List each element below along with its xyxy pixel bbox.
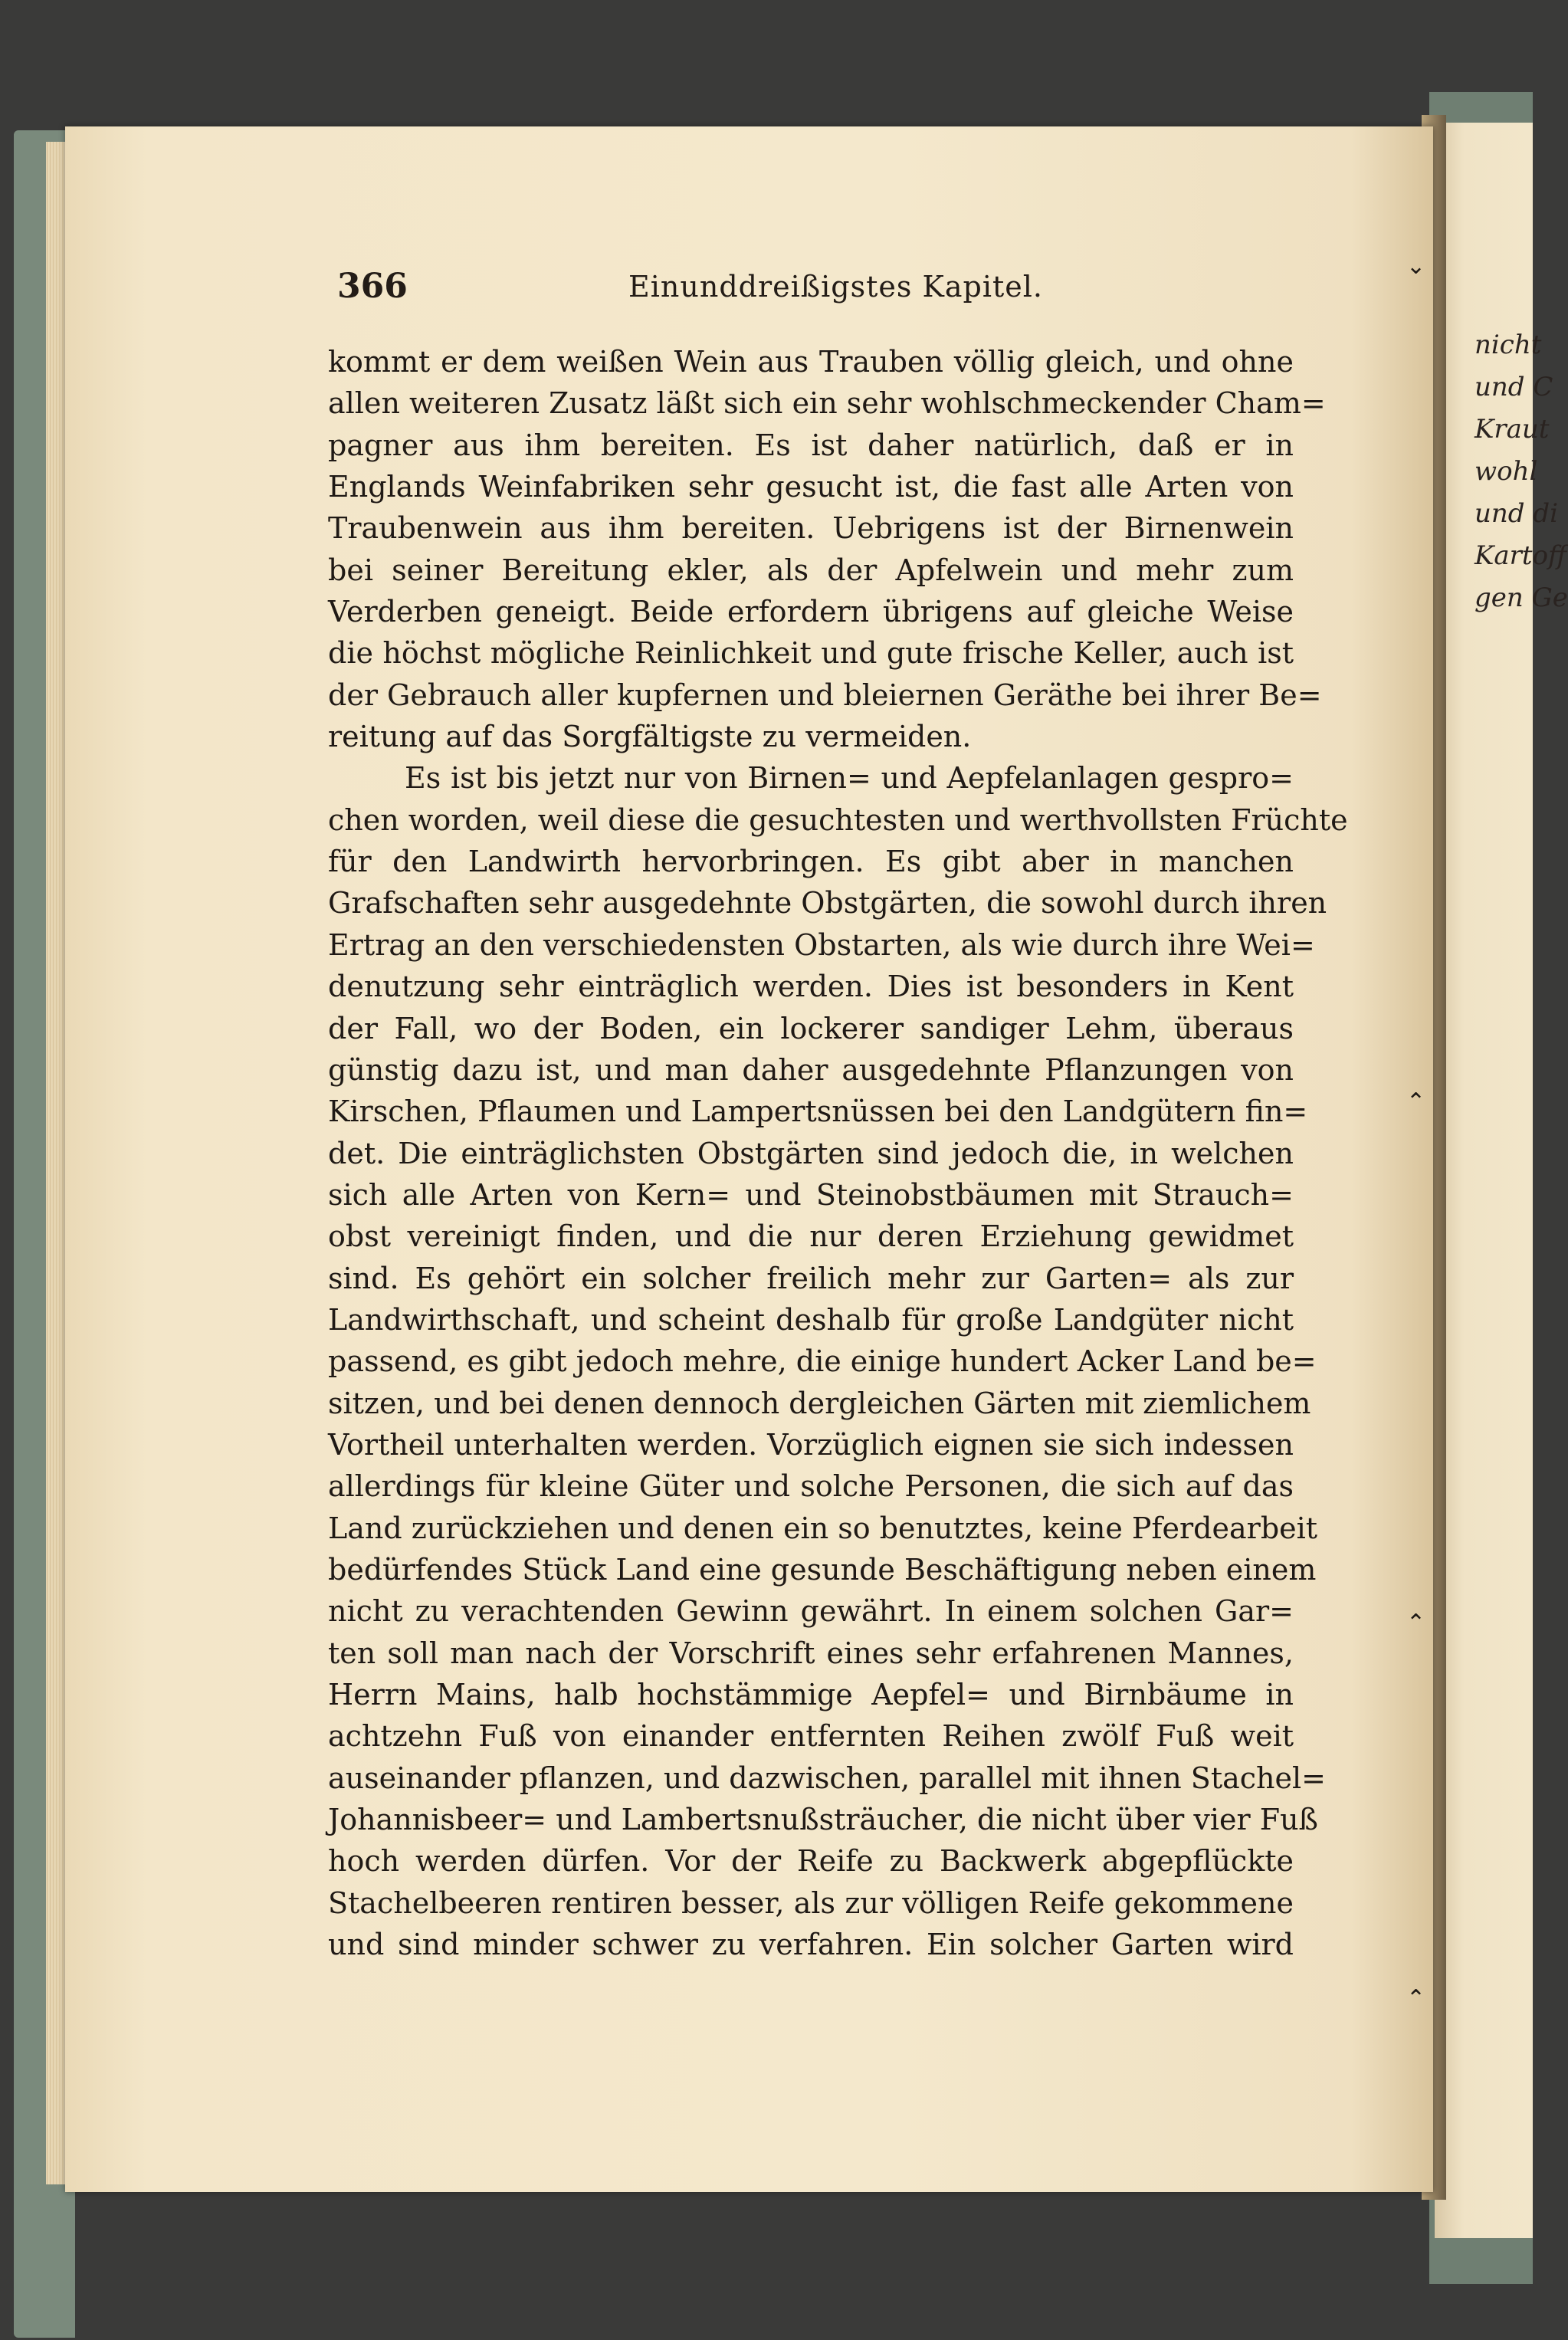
body-text (328, 341, 1348, 1965)
text-line: Landwirthschaft, und scheint deshalb für große Landgüter nicht (328, 1302, 1294, 1337)
facing-page-fragment: und di (1475, 498, 1559, 529)
text-line: denutzung sehr einträglich werden. Dies ist besonders in Kent (328, 970, 1294, 1004)
facing-page-fragment: gen Ge (1475, 583, 1568, 613)
text-line: für den Landwirth hervorbringen. Es gibt aber in manchen (328, 845, 1294, 879)
text-line: Grafschaften sehr ausgedehnte Obstgärten, die sowohl durch ihren (328, 886, 1327, 921)
text-line: pagner aus ihm bereiten. Es ist daher natürlich, daß er in (328, 428, 1294, 462)
facing-page-fragment: Kartoff (1475, 540, 1567, 571)
text-line: Es ist bis jetzt nur von Birnen= und Aepfelanlagen gespro= (405, 761, 1294, 796)
text-line: obst vereinigt finden, und die nur deren Erziehung gewidmet (328, 1219, 1294, 1254)
facing-page-fragment: nicht (1475, 330, 1542, 360)
text-line: det. Die einträglichsten Obstgärten sind jedoch die, in welchen (328, 1136, 1294, 1170)
margin-mark: ⌃ (1406, 1088, 1426, 1115)
text-line: und sind minder schwer zu verfahren. Ein solcher Garten wird (328, 1928, 1294, 1962)
text-line: sind. Es gehört ein solcher freilich mehr zur Garten= als zur (328, 1261, 1294, 1295)
facing-page-fragment: wohl (1475, 456, 1538, 487)
facing-page-fragment: und C (1475, 372, 1553, 402)
text-line: sich alle Arten von Kern= und Steinobstbäumen mit Strauch= (328, 1177, 1294, 1212)
text-line: chen worden, weil diese die gesuchtesten und werthvollsten Früchte (328, 802, 1348, 837)
text-line: der Gebrauch aller kupfernen und bleiernen Geräthe bei ihrer Be= (328, 678, 1322, 712)
margin-mark: ⌄ (1406, 253, 1426, 280)
text-line: bei seiner Bereitung ekler, als der Apfelwein und mehr zum (328, 553, 1294, 587)
text-line: nicht zu verachtenden Gewinn gewährt. In einem solchen Gar= (328, 1594, 1294, 1629)
running-head: Einunddreißigstes Kapitel. (628, 270, 1043, 304)
text-line: Herrn Mains, halb hochstämmige Aepfel= und Birnbäume in (328, 1678, 1294, 1712)
text-line: allen weiteren Zusatz läßt sich ein sehr wohlschmeckender Cham= (328, 386, 1326, 421)
text-line: Traubenwein aus ihm bereiten. Uebrigens ist der Birnenwein (328, 511, 1294, 546)
text-line: ten soll man nach der Vorschrift eines sehr erfahrenen Mannes, (328, 1636, 1294, 1670)
text-line: die höchst mögliche Reinlichkeit und gute frische Keller, auch ist (328, 636, 1294, 671)
margin-mark: ⌃ (1406, 1985, 1426, 2012)
text-line: der Fall, wo der Boden, ein lockerer sandiger Lehm, überaus (328, 1011, 1294, 1045)
text-line: kommt er dem weißen Wein aus Trauben völlig gleich, und ohne (328, 345, 1294, 379)
text-line: günstig dazu ist, und man daher ausgedehnte Pflanzungen von (328, 1052, 1294, 1087)
text-line: bedürfendes Stück Land eine gesunde Beschäftigung neben einem (328, 1552, 1317, 1587)
margin-mark: ⌃ (1406, 1610, 1426, 1636)
page-header (337, 267, 1303, 313)
text-line: passend, es gibt jedoch mehre, die einige hundert Acker Land be= (328, 1344, 1317, 1379)
text-line: Verderben geneigt. Beide erfordern übrigens auf gleiche Weise (328, 595, 1294, 629)
text-line: sitzen, und bei denen dennoch dergleichen Gärten mit ziemlichem (328, 1386, 1311, 1420)
text-line: Johannisbeer= und Lambertsnußsträucher, die nicht über vier Fuß (328, 1803, 1318, 1837)
text-line: Englands Weinfabriken sehr gesucht ist, die fast alle Arten von (328, 470, 1294, 504)
text-line: Land zurückziehen und denen ein so benutztes, keine Pferdearbeit (328, 1511, 1318, 1545)
text-line: allerdings für kleine Güter und solche Personen, die sich auf das (328, 1469, 1294, 1504)
text-line: hoch werden dürfen. Vor der Reife zu Backwerk abgepflückte (328, 1844, 1294, 1879)
text-line: Ertrag an den verschiedensten Obstarten, als wie durch ihre Wei= (328, 927, 1315, 962)
facing-page-fragment: Kraut (1475, 414, 1550, 445)
text-line: reitung auf das Sorgfältigste zu vermeiden. (328, 720, 972, 754)
text-line: Vortheil unterhalten werden. Vorzüglich eignen sie sich indessen (328, 1427, 1294, 1462)
text-line: achtzehn Fuß von einander entfernten Reihen zwölf Fuß weit (328, 1719, 1294, 1754)
facing-page-edge (1435, 123, 1568, 2238)
text-line: Stachelbeeren rentiren besser, als zur völligen Reife gekommene (328, 1885, 1294, 1920)
page-number: 366 (337, 267, 408, 306)
text-line: Kirschen, Pflaumen und Lampertsnüssen bei den Landgütern fin= (328, 1095, 1308, 1129)
text-line: auseinander pflanzen, und dazwischen, parallel mit ihnen Stachel= (328, 1761, 1326, 1795)
